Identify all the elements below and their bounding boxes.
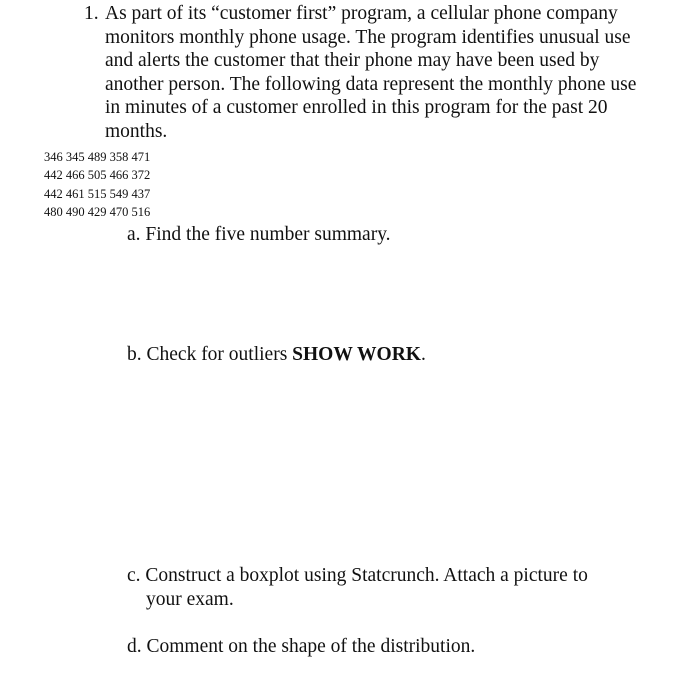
question-text: As part of its “customer first” program, a cellular phone company monitors monthly phone usage. The program identifies unusual use and alerts the customer that their phone may have been used by another person. The following data represent the monthly phone use in minutes of a customer enrolled in this program for the past 20 months. <box>105 3 637 142</box>
part-b-text: b. Check for outliers <box>127 344 293 365</box>
part-d <box>127 635 657 659</box>
part-a-text: a. Find the five number summary. <box>127 224 391 245</box>
data-row: 346 345 489 358 471 <box>44 150 151 164</box>
data-row: 442 466 505 466 372 <box>44 168 151 183</box>
part-b-emphasis: SHOW WORK <box>292 344 421 365</box>
part-c-line1: c. Construct a boxplot using Statcrunch. Attach a picture to <box>127 565 588 586</box>
part-a <box>127 223 657 247</box>
question-1 <box>84 2 654 144</box>
part-c <box>127 564 657 612</box>
part-b <box>127 343 657 367</box>
data-row: 442 461 515 549 437 <box>44 186 151 201</box>
data-table <box>44 148 150 221</box>
part-d-text: d. Comment on the shape of the distribution. <box>127 636 476 657</box>
part-b-end: . <box>420 344 426 365</box>
part-c-line2: your exam. <box>146 589 234 610</box>
question-number: 1. <box>84 3 99 24</box>
data-row: 480 490 429 470 516 <box>44 204 151 219</box>
